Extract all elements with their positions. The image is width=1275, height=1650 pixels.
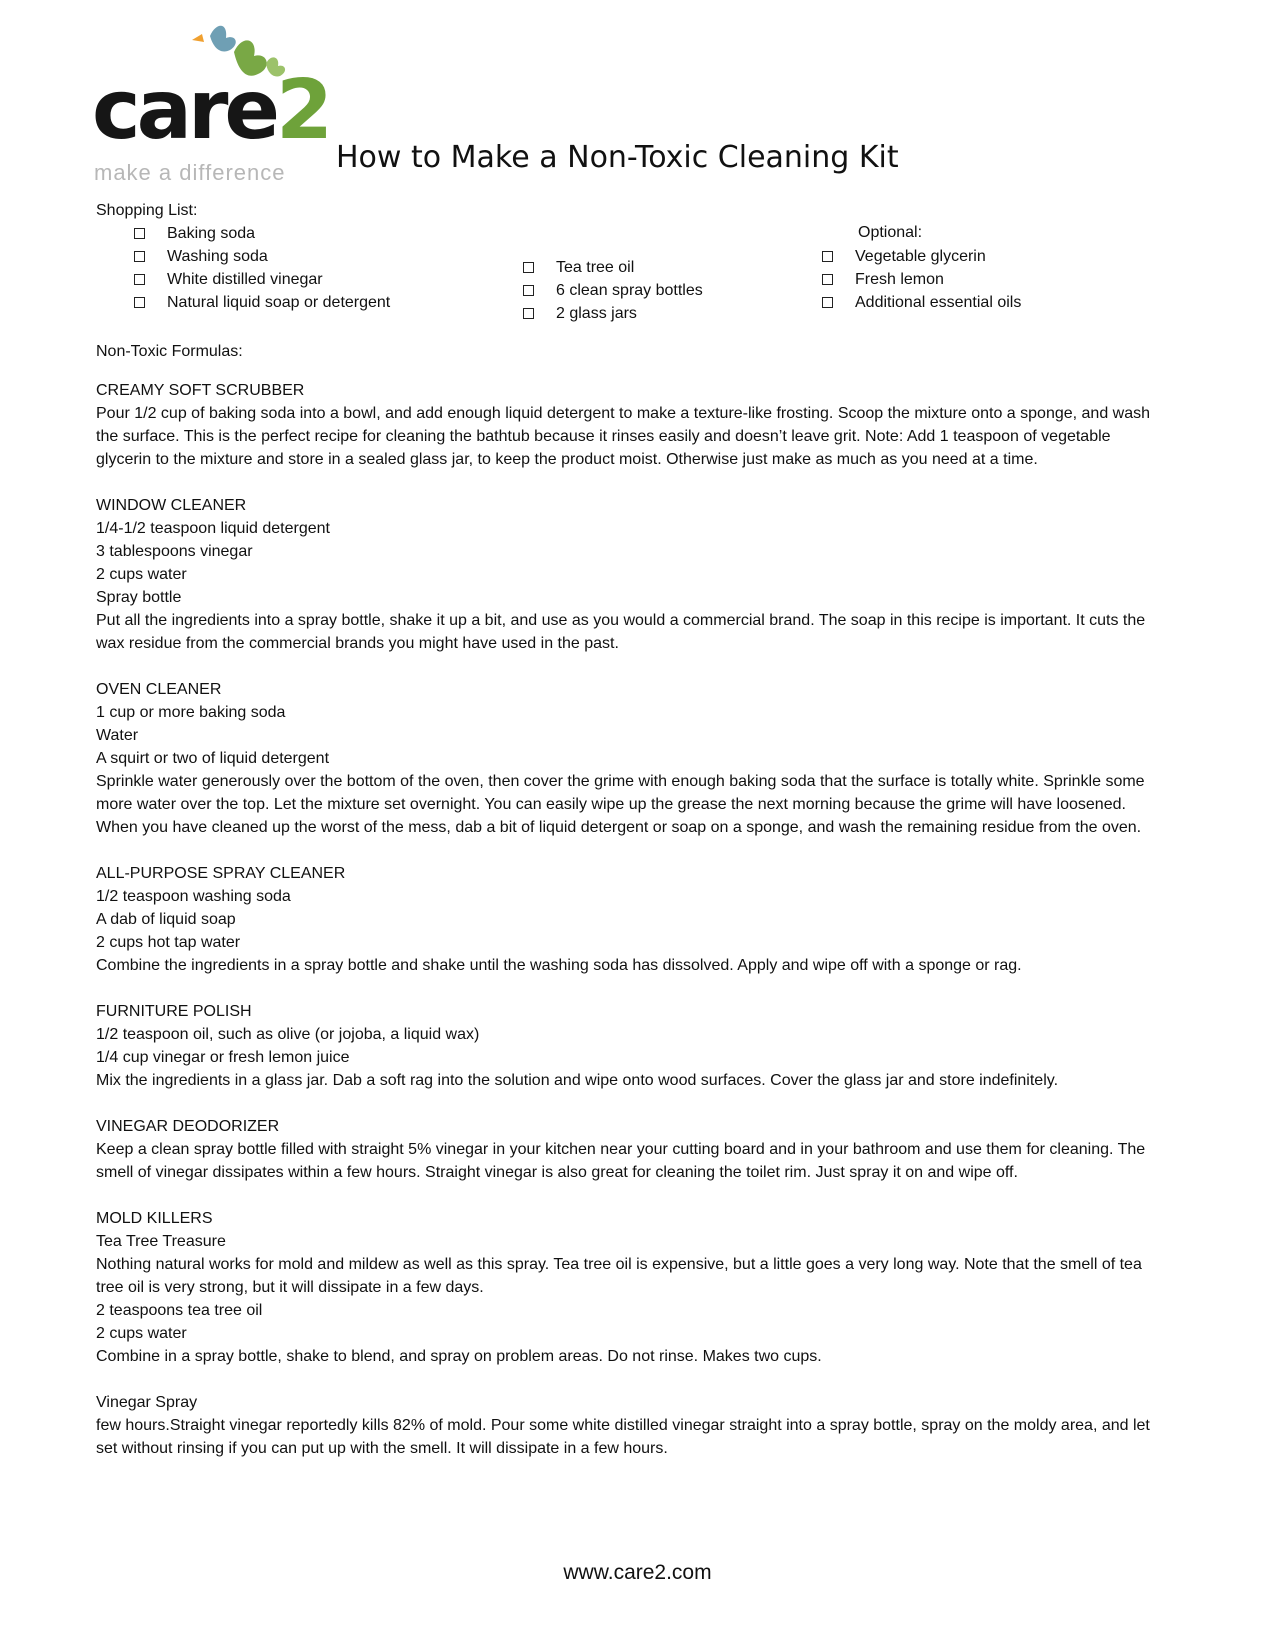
formula-line: 3 tablespoons vinegar — [96, 543, 253, 560]
formula-line: Combine the ingredients in a spray bottle and shake until the washing soda has dissolved. Apply and wipe off with a sponge or rag. — [96, 957, 1022, 974]
formula-heading: Vinegar Spray — [96, 1394, 198, 1411]
formula-section — [96, 379, 1156, 471]
formula-heading: CREAMY SOFT SCRUBBER — [96, 382, 305, 399]
checkbox-icon[interactable] — [134, 228, 145, 239]
formula-line: 2 cups water — [96, 1325, 187, 1342]
shopping-item — [523, 302, 703, 325]
formula-heading: WINDOW CLEANER — [96, 497, 247, 514]
checkbox-icon[interactable] — [523, 262, 534, 273]
checkbox-icon[interactable] — [523, 308, 534, 319]
shopping-item — [523, 256, 703, 279]
formula-line: Spray bottle — [96, 589, 182, 606]
formula-line: Sprinkle water generously over the bottom of the oven, then cover the grime with enough baking soda that the surface is totally white. Sprinkle some more water over the top. Let the mixture set overnight. You can easily wipe up the grease the next morning because the grime will have loosened. When you have cleaned up the worst of the mess, dab a bit of liquid detergent or soap on a sponge, and wash the remaining residue from the oven. — [96, 773, 1145, 836]
formula-section — [96, 1000, 1156, 1092]
formula-section — [96, 1115, 1156, 1184]
formulas-content — [96, 379, 1156, 1483]
formula-section — [96, 862, 1156, 977]
formula-line: Water — [96, 727, 139, 744]
shopping-item-label: Washing soda — [167, 247, 268, 265]
formula-line: Keep a clean spray bottle filled with straight 5% vinegar in your kitchen near your cutting board and in your bathroom and use them for cleaning. The smell of vinegar dissipates within a few hours. Straight vinegar is also great for cleaning the toilet rim. Just spray it on and wipe off. — [96, 1141, 1146, 1181]
shopping-item-label: Tea tree oil — [556, 258, 635, 276]
shopping-item-label: Fresh lemon — [855, 270, 944, 288]
shopping-item — [822, 245, 1021, 268]
formula-line: Put all the ingredients into a spray bottle, shake it up a bit, and use as you would a commercial brand. The soap in this recipe is important. It cuts the wax residue from the commercial brands you might have used in the past. — [96, 612, 1146, 652]
checkbox-icon[interactable] — [523, 285, 534, 296]
logo-tagline: make a difference — [94, 160, 286, 185]
checkbox-icon[interactable] — [822, 297, 833, 308]
formula-heading: ALL-PURPOSE SPRAY CLEANER — [96, 865, 346, 882]
formula-line: 1/4-1/2 teaspoon liquid detergent — [96, 520, 330, 537]
formula-line: 2 cups hot tap water — [96, 934, 241, 951]
shopping-list-column-2 — [523, 256, 703, 325]
formula-line: Nothing natural works for mold and mildew as well as this spray. Tea tree oil is expensive, but a little goes a very long way. Note that the smell of tea tree oil is very strong, but it will dissipate in a few days. — [96, 1256, 1142, 1296]
formula-section — [96, 494, 1156, 655]
shopping-item — [822, 268, 1021, 291]
formula-line: Combine in a spray bottle, shake to blend, and spray on problem areas. Do not rinse. Makes two cups. — [96, 1348, 822, 1365]
footer-url[interactable]: www.care2.com — [563, 1561, 712, 1584]
shopping-list-optional — [822, 245, 1021, 314]
shopping-item — [134, 268, 390, 291]
formula-line: Pour 1/2 cup of baking soda into a bowl, and add enough liquid detergent to make a texture-like frosting. Scoop the mixture onto a sponge, and wash the surface. This is the perfect recipe for cleaning the bathtub because it rinses easily and doesn’t leave grit. Note: Add 1 teaspoon of vegetable glycerin to the mixture and store in a sealed glass jar, to keep the product moist. Otherwise just make as much as you need at a time. — [96, 405, 1151, 468]
logo-wordmark: care2 — [92, 63, 330, 158]
formula-line: few hours.Straight vinegar reportedly kills 82% of mold. Pour some white distilled vinegar straight into a spray bottle, spray on the moldy area, and let set without rinsing if you can put up with the smell. It will dissipate in a few hours. — [96, 1417, 1150, 1457]
shopping-item-label: Vegetable glycerin — [855, 247, 986, 265]
checkbox-icon[interactable] — [134, 297, 145, 308]
shopping-item — [134, 245, 390, 268]
formulas-label: Non-Toxic Formulas: — [96, 343, 243, 360]
shopping-list-column-1 — [134, 222, 390, 314]
shopping-item-label: White distilled vinegar — [167, 270, 323, 288]
checkbox-icon[interactable] — [822, 251, 833, 262]
formula-section — [96, 678, 1156, 839]
formula-line: 1/4 cup vinegar or fresh lemon juice — [96, 1049, 350, 1066]
shopping-item — [822, 291, 1021, 314]
formula-section — [96, 1391, 1156, 1460]
checkbox-icon[interactable] — [134, 274, 145, 285]
shopping-item — [134, 291, 390, 314]
formula-line: 1/2 teaspoon washing soda — [96, 888, 291, 905]
formula-heading: MOLD KILLERS — [96, 1210, 213, 1227]
formula-line: Mix the ingredients in a glass jar. Dab a soft rag into the solution and wipe onto wood surfaces. Cover the glass jar and store indefinitely. — [96, 1072, 1059, 1089]
shopping-item-label: 2 glass jars — [556, 304, 637, 322]
formula-section — [96, 1207, 1156, 1368]
formula-line: 2 teaspoons tea tree oil — [96, 1302, 263, 1319]
shopping-item-label: Baking soda — [167, 224, 256, 242]
shopping-item-label: Natural liquid soap or detergent — [167, 293, 391, 311]
care2-logo — [92, 18, 330, 185]
formula-line: 2 cups water — [96, 566, 187, 583]
formula-heading: FURNITURE POLISH — [96, 1003, 252, 1020]
checkbox-icon[interactable] — [134, 251, 145, 262]
formula-line: 1 cup or more baking soda — [96, 704, 286, 721]
formula-line: A squirt or two of liquid detergent — [96, 750, 330, 767]
formula-heading: VINEGAR DEODORIZER — [96, 1118, 280, 1135]
shopping-list-label: Shopping List: — [96, 202, 198, 219]
page-title: How to Make a Non-Toxic Cleaning Kit — [336, 140, 899, 175]
shopping-item — [523, 279, 703, 302]
shopping-item-label: 6 clean spray bottles — [556, 281, 703, 299]
formula-line: 1/2 teaspoon oil, such as olive (or jojoba, a liquid wax) — [96, 1026, 480, 1043]
checkbox-icon[interactable] — [822, 274, 833, 285]
formula-line: A dab of liquid soap — [96, 911, 236, 928]
optional-label: Optional: — [858, 224, 923, 241]
formula-line: Tea Tree Treasure — [96, 1233, 226, 1250]
shopping-item-label: Additional essential oils — [855, 293, 1022, 311]
shopping-item — [134, 222, 390, 245]
formula-heading: OVEN CLEANER — [96, 681, 222, 698]
